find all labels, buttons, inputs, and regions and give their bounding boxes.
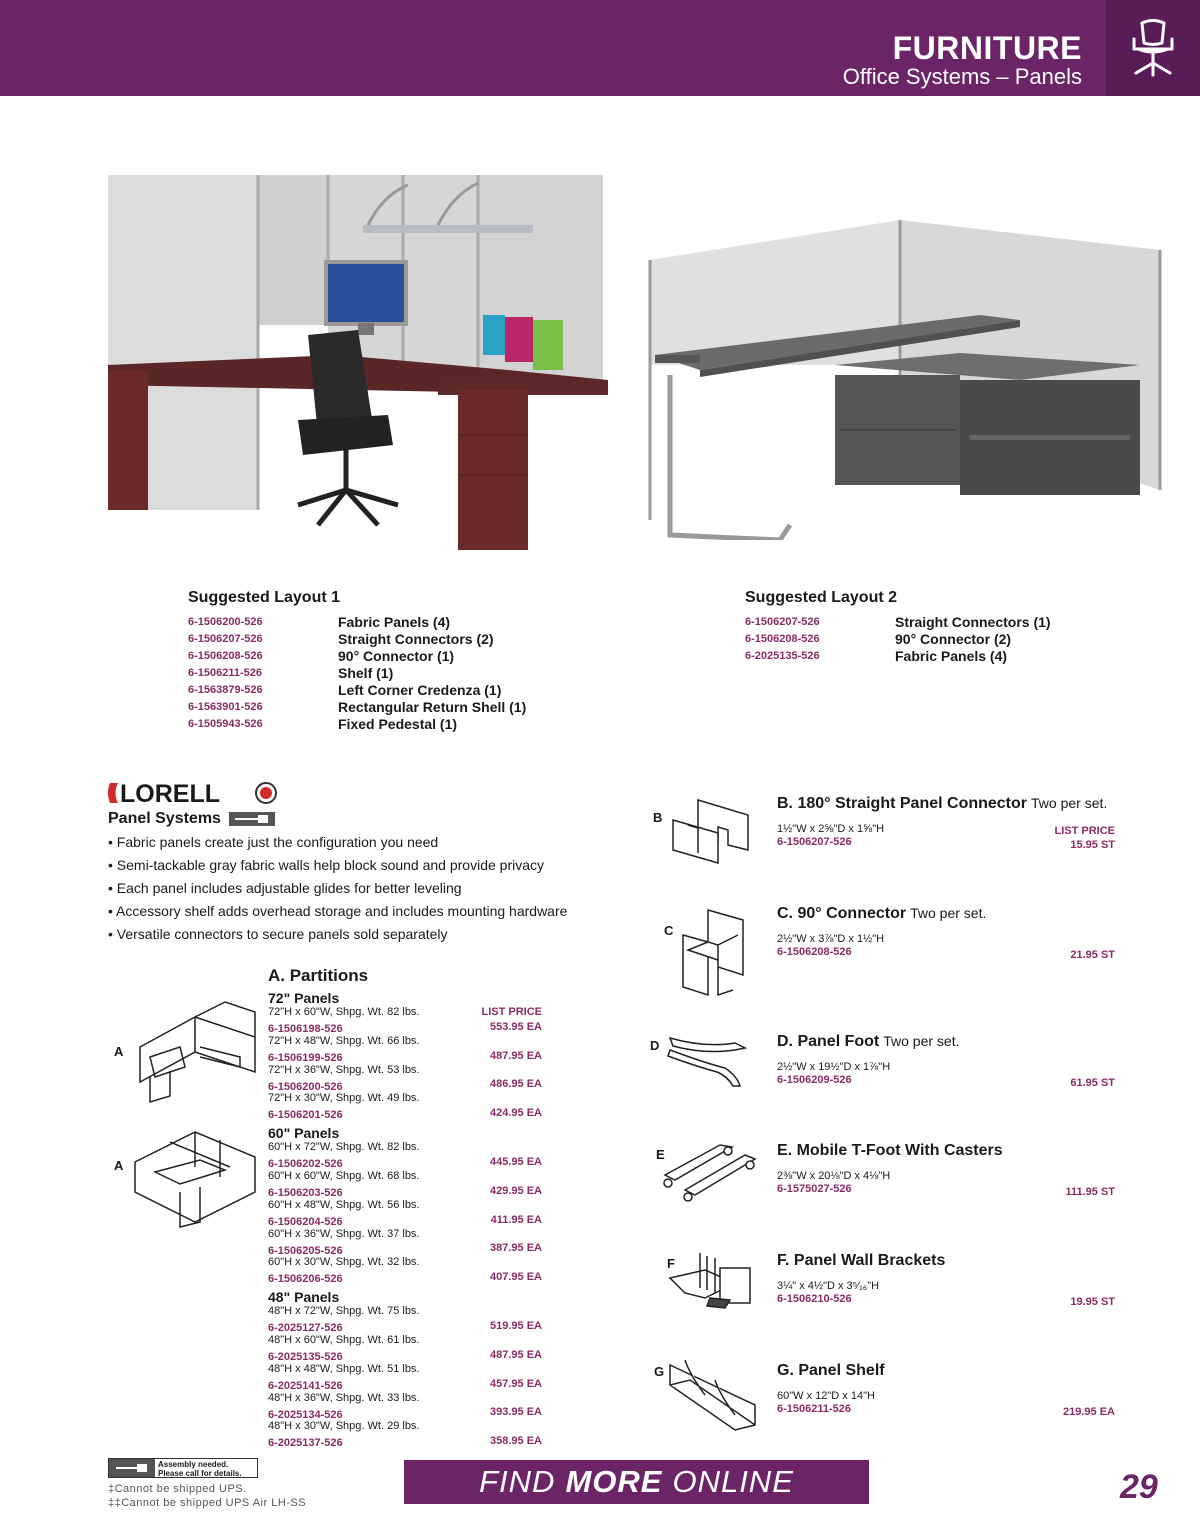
item-desc: Fabric Panels (4) [338,613,451,630]
accessory-sku[interactable]: 6-1506208-526 [777,946,852,958]
partition-price: 486.95 EA [490,1078,542,1091]
accessory-item [777,1252,1115,1322]
suggested-layout-1 [188,589,526,732]
partition-row [268,1064,548,1093]
item-sku[interactable]: 6-1506208-526 [745,632,820,645]
partition-row [268,1305,548,1334]
layout1-item [188,715,526,732]
partition-price: 553.95 EA [490,1020,542,1033]
find-more-strong: MORE [565,1464,663,1499]
partition-row [268,1170,548,1199]
partition-spec: 60"H x 48"W, Shpg. Wt. 56 lbs. [268,1198,420,1211]
section-title: FURNITURE [892,30,1082,66]
partition-spec: 72"H x 60"W, Shpg. Wt. 82 lbs. [268,1006,420,1018]
partition-spec: 48"H x 48"W, Shpg. Wt. 51 lbs. [268,1362,420,1375]
straight-connector-illustration [668,795,758,865]
accessory-title: D. Panel Foot [777,1033,880,1050]
feature-list [108,832,628,947]
feature-item: • Each panel includes adjustable glides for better leveling [108,878,628,901]
accessory-item [777,795,1115,865]
partition-spec: 72"H x 30"W, Shpg. Wt. 49 lbs. [268,1092,420,1105]
wall-brackets-illustration [665,1248,760,1313]
accessory-title-row [777,795,1115,813]
layout2-item [745,613,1051,630]
partition-spec: 60"H x 30"W, Shpg. Wt. 32 lbs. [268,1256,420,1269]
accessory-note: Two per set. [883,1033,960,1049]
item-sku[interactable]: 6-1563879-526 [188,683,263,696]
accessory-title-row [777,1252,1115,1270]
accessory-title: C. 90° Connector [777,905,907,922]
panel-systems-features [108,810,628,947]
letter-d: D [650,1038,660,1053]
partition-row [268,1420,548,1449]
layout1-item [188,613,526,630]
letter-e: E [656,1147,665,1162]
partition-spec: 48"H x 30"W, Shpg. Wt. 29 lbs. [268,1420,420,1433]
page-number: 29 [1120,1468,1158,1506]
layout2-title: Suggested Layout 2 [745,589,898,606]
accessory-note: Two per set. [910,905,987,921]
item-desc: 90° Connector (2) [895,630,1012,647]
partition-letter-a1: A [114,1044,124,1059]
assembly-line-1: Assembly needed. [158,1460,229,1469]
item-sku[interactable]: 6-1506207-526 [745,615,820,628]
section-subtitle: Office Systems – Panels [842,64,1082,89]
partition-price: 457.95 EA [490,1377,542,1390]
partition-spec: 72"H x 36"W, Shpg. Wt. 53 lbs. [268,1063,420,1076]
partition-sku[interactable]: 6-1506205-526 [268,1244,343,1257]
partition-row [268,1092,548,1121]
partition-spec: 48"H x 72"W, Shpg. Wt. 75 lbs. [268,1305,420,1318]
layout1-item [188,647,526,664]
accessory-title: E. Mobile T-Foot With Casters [777,1142,1003,1159]
layout2-item [745,630,1051,647]
find-more-pre: FIND [479,1464,556,1499]
letter-b: B [653,810,663,825]
partition-row [268,1256,548,1285]
item-sku[interactable]: 6-1506200-526 [188,615,263,628]
letter-g: G [654,1364,665,1379]
accessory-dimensions: 3¼" x 4½"D x 3⁵⁄₁₆"H [777,1280,880,1292]
partition-spec: 60"H x 60"W, Shpg. Wt. 68 lbs. [268,1169,420,1182]
partition-sku[interactable]: 6-1506200-526 [268,1080,343,1093]
accessory-price: 15.95 ST [1070,839,1115,851]
panel-systems-title: Panel Systems [108,810,221,827]
partition-row [268,1363,548,1392]
partitions-section [268,966,548,1449]
accessory-title: B. 180° Straight Panel Connector [777,795,1028,812]
partition-price: 519.95 EA [490,1319,542,1332]
brand-name: LORELL [120,780,220,806]
accessory-dimensions: 1½"W x 2⅝"D x 1⅝"H [777,823,885,835]
layout1-item [188,681,526,698]
letter-c: C [664,923,674,938]
accessory-title-row [777,905,1115,923]
list-price-label: LIST PRICE [481,1006,542,1018]
accessory-price: 19.95 ST [1070,1296,1115,1308]
item-sku[interactable]: 6-2025135-526 [745,649,820,662]
partition-row [268,1228,548,1257]
layout2-photo [640,205,1170,540]
ninety-connector-illustration [678,905,753,1000]
partition-row [268,1392,548,1421]
panel-group-title: 72" Panels [268,990,340,1006]
item-sku[interactable]: 6-1506207-526 [188,632,263,645]
panel-foot-illustration [665,1028,755,1090]
partition-spec: 48"H x 36"W, Shpg. Wt. 33 lbs. [268,1391,420,1404]
partition-sku[interactable]: 6-1506206-526 [268,1273,343,1286]
partition-price: 424.95 EA [490,1107,542,1120]
partition-price: 411.95 EA [490,1213,542,1226]
partition-sku[interactable]: 6-1506203-526 [268,1186,343,1199]
partition-row [268,1141,548,1170]
accessory-sku[interactable]: 6-1506207-526 [777,836,852,848]
accessory-note: Two per set. [1031,795,1108,811]
accessory-item [777,1033,1115,1103]
footnote-2: ‡‡Cannot be shipped UPS Air LH-SS [108,1497,307,1509]
accessory-item [777,905,1115,975]
partition-price: 487.95 EA [490,1049,542,1062]
accessory-title-row [777,1362,1115,1380]
assembly-notice [108,1458,258,1478]
partition-sku[interactable]: 6-1506199-526 [268,1051,343,1064]
partition-letter-a2: A [114,1158,124,1173]
item-desc: 90° Connector (1) [338,647,455,664]
item-desc: Straight Connectors (1) [895,613,1051,630]
panel-group-title: 60" Panels [268,1125,340,1142]
accessory-title: G. Panel Shelf [777,1362,885,1379]
item-desc: Fabric Panels (4) [895,647,1008,664]
assembly-line-2: Please call for details. [158,1469,242,1478]
panel-systems-heading [108,810,628,828]
accessory-sku[interactable]: 6-1506210-526 [777,1293,852,1305]
partition-spec: 48"H x 60"W, Shpg. Wt. 61 lbs. [268,1333,420,1346]
partition-price: 429.95 EA [490,1184,542,1197]
accessory-title-row [777,1142,1115,1160]
layout2-item [745,647,1051,664]
partition-spec: 60"H x 36"W, Shpg. Wt. 37 lbs. [268,1227,420,1240]
accessory-dimensions: 60"W x 12"D x 14"H [777,1390,875,1402]
partition-price: 393.95 EA [490,1406,542,1419]
accessory-item [777,1142,1115,1212]
feature-item: • Accessory shelf adds overhead storage and includes mounting hardware [108,901,628,924]
footnote-1: ‡Cannot be shipped UPS. [108,1483,247,1495]
find-more-post: ONLINE [672,1464,794,1499]
accessory-dimensions: 2½"W x 19½"D x 1⅞"H [777,1061,891,1073]
accessory-sku[interactable]: 6-1506211-526 [777,1403,852,1415]
partition-sku[interactable]: 6-1506202-526 [268,1158,343,1171]
partition-illustration-1 [130,992,260,1107]
accessory-price: 219.95 EA [1063,1406,1115,1418]
accessory-price: 21.95 ST [1070,949,1115,961]
accessory-sku[interactable]: 6-1575027-526 [777,1183,852,1195]
assembly-tool-icon [109,1459,155,1477]
item-desc: Shelf (1) [338,664,394,681]
accessory-dimensions: 2⅜"W x 20⅛"D x 4⅛"H [777,1170,891,1182]
find-more-online-banner[interactable] [404,1460,869,1504]
item-desc: Rectangular Return Shell (1) [338,698,527,715]
item-sku[interactable]: 6-1506211-526 [188,666,263,679]
item-desc: Straight Connectors (2) [338,630,494,647]
accessory-price: 61.95 ST [1070,1077,1115,1089]
partition-row [268,1199,548,1228]
partition-row [268,1334,548,1363]
partition-row [268,1006,548,1035]
feature-item: • Fabric panels create just the configuration you need [108,832,628,855]
partition-row [268,1035,548,1064]
partition-price: 487.95 EA [490,1348,542,1361]
item-desc: Fixed Pedestal (1) [338,715,458,732]
lorell-logo [108,780,283,811]
letter-f: F [667,1256,675,1271]
partition-sku[interactable]: 6-2025137-526 [268,1437,343,1450]
partition-price: 445.95 EA [490,1155,542,1168]
partition-sku[interactable]: 6-2025135-526 [268,1350,343,1363]
partition-price: 407.95 EA [490,1271,542,1284]
accessory-price: 111.95 ST [1065,1186,1115,1198]
item-sku[interactable]: 6-1506208-526 [188,649,263,662]
accessory-sku[interactable]: 6-1506209-526 [777,1074,852,1086]
panel-group-title: 48" Panels [268,1289,340,1306]
layout1-item [188,630,526,647]
partition-illustration-2 [135,1132,255,1227]
footnotes [108,1482,306,1510]
partition-price: 387.95 EA [490,1242,542,1255]
office-chair-icon [1106,0,1200,96]
accessory-dimensions: 2½"W x 3⅞"D x 1½"H [777,933,885,945]
suggested-layout-2 [745,589,1051,664]
layout1-item [188,698,526,715]
item-sku[interactable]: 6-1563901-526 [188,700,263,713]
item-desc: Left Corner Credenza (1) [338,681,502,698]
partition-sku[interactable]: 6-2025141-526 [268,1379,343,1392]
panel-shelf-illustration [665,1355,765,1435]
partition-spec: 72"H x 48"W, Shpg. Wt. 66 lbs. [268,1034,420,1047]
list-price-label: LIST PRICE [1054,825,1115,837]
partition-price: 358.95 EA [490,1435,542,1448]
partition-sku[interactable]: 6-1506198-526 [268,1023,343,1035]
page-header [0,0,1200,96]
layout1-photo [108,175,618,560]
layout1-item [188,664,526,681]
partition-sku[interactable]: 6-2025134-526 [268,1408,343,1421]
feature-item: • Semi-tackable gray fabric walls help block sound and provide privacy [108,855,628,878]
partition-spec: 60"H x 72"W, Shpg. Wt. 82 lbs. [268,1141,420,1154]
mobile-t-foot-illustration [660,1135,760,1205]
layout1-title: Suggested Layout 1 [188,589,341,606]
assembly-tool-icon [229,812,275,826]
feature-item: • Versatile connectors to secure panels sold separately [108,924,628,947]
partition-sku[interactable]: 6-1506204-526 [268,1215,343,1228]
accessory-title-row [777,1033,1115,1051]
partition-sku[interactable]: 6-1506201-526 [268,1109,343,1122]
item-sku[interactable]: 6-1505943-526 [188,717,263,730]
partition-sku[interactable]: 6-2025127-526 [268,1322,343,1335]
accessory-title: F. Panel Wall Brackets [777,1252,946,1269]
accessory-item [777,1362,1115,1432]
partitions-heading: A. Partitions [268,966,369,985]
